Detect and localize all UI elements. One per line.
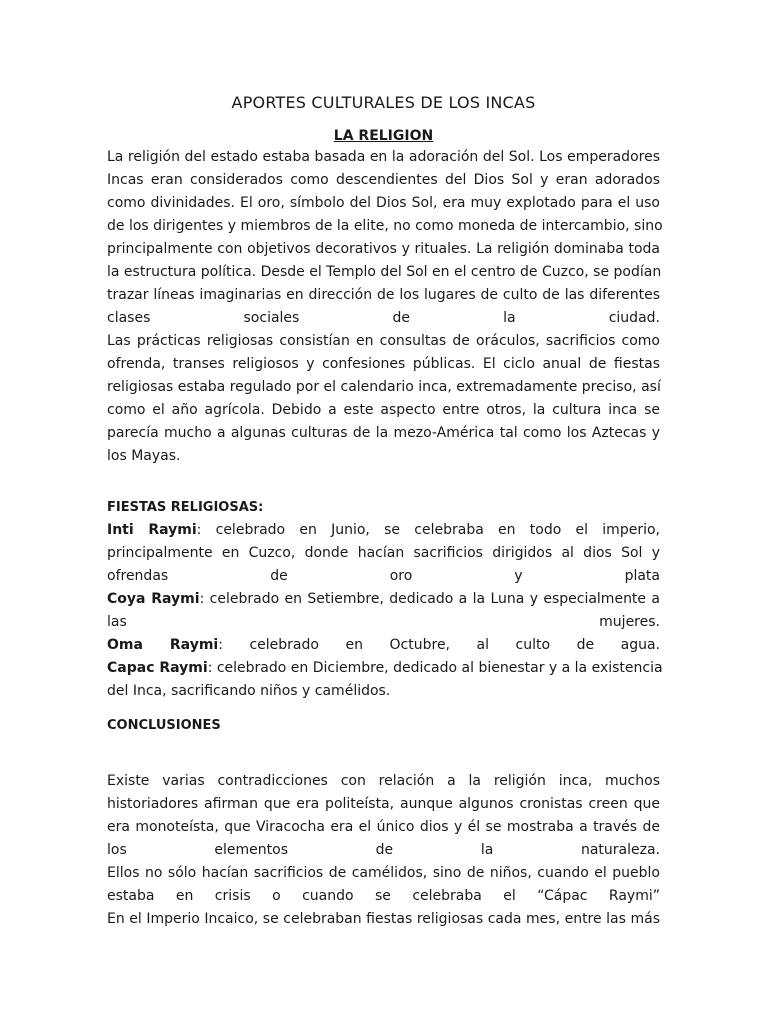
section-heading-fiestas: FIESTAS RELIGIOSAS:: [107, 500, 264, 515]
text-line: Existe varias contradicciones con relación a la religión inca, muchos: [107, 773, 660, 789]
text-line: como el año agrícola. Debido a este aspecto entre otros, la cultura inca se: [107, 402, 660, 418]
text-line: los Mayas.: [107, 448, 181, 464]
text-line: En el Imperio Incaico, se celebraban fiestas religiosas cada mes, entre las más: [107, 911, 660, 927]
festival-desc: : celebrado en Junio, se celebraba en todo el imperio,: [196, 522, 660, 538]
text-line: [107, 657, 663, 680]
text-line: la estructura política. Desde el Templo del Sol en el centro de Cuzco, se podían: [107, 264, 662, 280]
text-line: los elementos de la naturaleza.: [107, 842, 660, 858]
text-line: de los dirigentes y miembros de la elite, no como moneda de intercambio, sino: [107, 218, 663, 234]
festival-name-oma: Oma Raymi: [107, 637, 219, 653]
festival-desc: : celebrado en Setiembre, dedicado a la Luna y especialmente a: [199, 591, 660, 607]
text-line: estaba en crisis o cuando se celebraba el “Cápac Raymi”: [107, 888, 660, 904]
festival-name-coya: Coya Raymi: [107, 591, 200, 607]
text-line: clases sociales de la ciudad.: [107, 310, 660, 326]
conclusiones-paragraph: [107, 770, 660, 931]
festival-name-inti: Inti Raymi: [107, 522, 197, 538]
document-page: [107, 90, 663, 931]
text-line: [107, 634, 660, 657]
text-line: trazar líneas imaginarias en dirección de los lugares de culto de las diferentes: [107, 287, 660, 303]
text-line: era monoteísta, que Viracocha era el único dios y él se mostraba a través de: [107, 819, 660, 835]
section-heading-religion: LA RELIGION: [333, 128, 434, 144]
document-title: APORTES CULTURALES DE LOS INCAS: [231, 93, 536, 112]
text-line: ofrendas de oro y plata: [107, 568, 660, 584]
festival-desc: : celebrado en Octubre, al culto de agua.: [218, 637, 661, 653]
text-line: Las prácticas religiosas consistían en consultas de oráculos, sacrificios como: [107, 333, 660, 349]
text-line: Incas eran considerados como descendientes del Dios Sol y eran adorados: [107, 172, 660, 188]
text-line: como divinidades. El oro, símbolo del Dios Sol, era muy explotado para el uso: [107, 195, 660, 211]
text-line: las mujeres.: [107, 614, 660, 630]
text-line: principalmente con objetivos decorativos y rituales. La religión dominaba toda: [107, 241, 660, 257]
text-line: del Inca, sacrificando niños y camélidos.: [107, 683, 391, 699]
text-line: historiadores afirman que era politeísta, aunque algunos cronistas creen que: [107, 796, 660, 812]
fiestas-paragraph: [107, 519, 663, 703]
text-line: La religión del estado estaba basada en la adoración del Sol. Los emperadores: [107, 149, 660, 165]
festival-desc: : celebrado en Diciembre, dedicado al bienestar y a la existencia: [207, 660, 663, 676]
text-line: religiosas estaba regulado por el calendario inca, extremadamente preciso, así: [107, 379, 661, 395]
text-line: [107, 519, 660, 542]
text-line: parecía mucho a algunas culturas de la mezo-América tal como los Aztecas y: [107, 425, 660, 441]
section-heading-conclusiones: CONCLUSIONES: [107, 718, 221, 733]
festival-name-capac: Capac Raymi: [107, 660, 208, 676]
text-line: Ellos no sólo hacían sacrificios de camélidos, sino de niños, cuando el pueblo: [107, 865, 660, 881]
religion-paragraph: [107, 146, 663, 468]
text-line: ofrenda, transes religiosos y confesiones públicas. El ciclo anual de fiestas: [107, 356, 660, 372]
text-line: [107, 588, 660, 611]
text-line: principalmente en Cuzco, donde hacían sacrificios dirigidos al dios Sol y: [107, 545, 660, 561]
